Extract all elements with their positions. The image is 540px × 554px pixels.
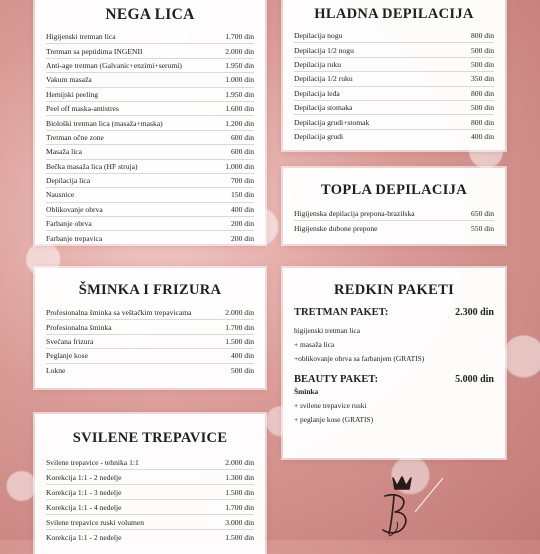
package-line: + peglanje kose (GRATIS) [294,415,374,424]
package-line: higijenski tretman lica [294,326,361,335]
price-list-sminka [46,306,254,378]
price-row [294,87,494,101]
service-price: 200 din [231,219,254,229]
package-price: 2.300 din [455,307,494,318]
package-line: +oblikovanje obrva sa farbanjem (GRATIS) [294,354,425,363]
price-row [294,130,494,144]
service-price: 500 din [471,59,494,69]
service-name: Tretman sa peptidima INGENII [46,46,143,56]
package-name: BEAUTY PAKET: [294,374,379,385]
service-name: Lokne [46,366,66,376]
price-row [294,43,494,57]
price-row [46,485,254,500]
service-price: 800 din [471,31,494,41]
service-price: 550 din [471,224,494,234]
service-name: Svilene trepavice - tehnika 1:1 [46,457,139,467]
package-price: 5.000 din [455,374,494,385]
service-name: Bečka masaža lica (HF struja) [46,161,138,171]
service-name: Depilacija grudi+stomak [294,117,370,127]
price-row [46,231,254,245]
service-name: Depilacija stomaka [294,103,353,113]
service-price: 1.700 din [225,322,254,332]
price-row [46,470,254,485]
service-name: Vakum masaža [46,75,92,85]
service-price: 1.950 din [225,89,254,99]
panel-redkin-paketi [283,268,505,458]
price-row [46,116,254,130]
price-row [294,115,494,129]
package-line: + masaža lica [294,340,335,349]
price-row [46,160,254,174]
price-row [46,203,254,217]
service-price: 800 din [471,117,494,127]
service-name: Svečana frizura [46,336,94,346]
price-row [46,217,254,231]
service-price: 2.000 din [225,308,254,318]
service-price: 500 din [231,366,254,376]
price-row [46,530,254,545]
price-row [294,221,494,235]
section-title-topla-depilacija: TOPLA DEPILACIJA [321,182,467,198]
service-name: Depilacija nogu [294,31,343,41]
service-name: Masaža lica [46,147,83,157]
service-price: 1.600 din [225,104,254,114]
price-row [46,320,254,334]
package-tretman [294,307,494,366]
price-row [294,101,494,115]
service-name: Korekcija 1:1 - 3 nedelje [46,487,122,497]
price-row [46,59,254,73]
service-price: 400 din [471,132,494,142]
service-name: Profesionalna šminka [46,322,112,332]
service-price: 400 din [231,351,254,361]
price-row [46,88,254,102]
service-price: 2.000 din [225,46,254,56]
section-title-nega-lica: NEGA LICA [105,6,195,23]
service-price: 1.500 din [225,487,254,497]
section-title-hladna-depilacija: HLADNA DEPILACIJA [314,6,474,22]
service-price: 3.000 din [225,517,254,527]
service-price: 150 din [231,190,254,200]
panel-topla-depilacija [283,168,505,244]
service-name: Depilacija ruku [294,59,342,69]
price-list-hladna-depilacija [294,29,494,144]
service-name: Anti-age tretman (Galvanic+enzimi+serumi) [46,60,182,70]
service-name: Depilacija 1/2 nogu [294,45,354,55]
price-row [294,72,494,86]
price-list-topla-depilacija [294,207,494,236]
price-row [46,455,254,470]
price-row [294,29,494,43]
service-name: Peel off maska-antistres [46,104,119,114]
service-price: 500 din [471,103,494,113]
service-name: Depilacija lica [46,176,91,186]
service-price: 400 din [231,204,254,214]
service-name: Tretman očne zone [46,132,104,142]
price-row [46,174,254,188]
price-row [46,30,254,44]
service-price: 1.700 din [225,502,254,512]
price-row [46,335,254,349]
service-price: 500 din [471,45,494,55]
price-row [46,364,254,378]
service-price: 1.500 din [225,336,254,346]
service-price: 350 din [471,74,494,84]
service-name: Higijenska depilacija prepona-brazilska [294,209,415,219]
service-name: Peglanje kose [46,351,88,361]
service-name: Depilacija leđa [294,88,340,98]
price-list-nega-lica [46,30,254,246]
section-title-redkin-paketi: REDKIN PAKETI [333,282,455,298]
price-row [46,349,254,363]
service-name: Farbanje trepavica [46,234,103,244]
section-title-svilene-trepavice: SVILENE TREPAVICE [72,430,228,446]
service-price: 650 din [471,209,494,219]
panel-sminka-i-frizura [35,268,265,388]
service-name: Farbanje obrva [46,219,92,229]
price-row [46,102,254,116]
price-row [46,188,254,202]
service-price: 1.950 din [225,60,254,70]
service-name: Higijenski tretman lica [46,32,116,42]
service-name: Biološki tretman lica (masaža+maska) [46,118,163,128]
package-name: TRETMAN PAKET: [294,307,389,318]
service-price: 1.200 din [225,118,254,128]
service-price: 1.000 din [225,161,254,171]
service-name: Svilene trepavice ruski volumen [46,517,145,527]
package-beauty [294,374,494,427]
price-row [46,500,254,515]
service-name: Korekcija 1:1 - 4 nedelje [46,502,122,512]
service-name: Oblikovanje obrva [46,204,103,214]
price-row [294,58,494,72]
price-row [46,73,254,87]
service-price: 1.500 din [225,533,254,542]
price-row [46,306,254,320]
service-price: 800 din [471,88,494,98]
package-line: + svilene trepavice ruski [294,401,367,410]
service-price: 1.300 din [225,472,254,482]
service-name: Nausnice [46,190,75,200]
price-row [294,207,494,221]
package-header [294,374,494,385]
service-price: 700 din [231,176,254,186]
crown-letter-logo-icon [375,472,445,540]
service-price: 1.000 din [225,75,254,85]
price-list-svilene [46,455,254,545]
service-name: Hemijski peeling [46,89,99,99]
service-price: 600 din [231,132,254,142]
service-price: 1.700 din [225,32,254,42]
price-row [46,145,254,159]
package-header [294,307,494,318]
service-name: Korekcija 1:1 - 2 nedelje [46,533,122,542]
panel-nega-lica [35,0,265,244]
price-row [46,515,254,530]
price-row [46,44,254,58]
service-name: Higijenske dubone prepone [294,224,378,234]
section-title-sminka-i-frizura: ŠMINKA I FRIZURA [78,282,222,298]
price-row [46,131,254,145]
service-price: 200 din [231,234,254,244]
service-name: Korekcija 1:1 - 2 nedelje [46,472,122,482]
service-price: 2.000 din [225,457,254,467]
service-name: Depilacija 1/2 ruku [294,74,353,84]
service-price: 600 din [231,147,254,157]
panel-svilene-trepavice [35,414,265,554]
service-name: Profesionalna šminka sa veštačkim trepavicama [46,308,192,318]
service-name: Depilacija grudi [294,132,344,142]
panel-hladna-depilacija [283,0,505,150]
package-line: Šminka [294,387,319,396]
